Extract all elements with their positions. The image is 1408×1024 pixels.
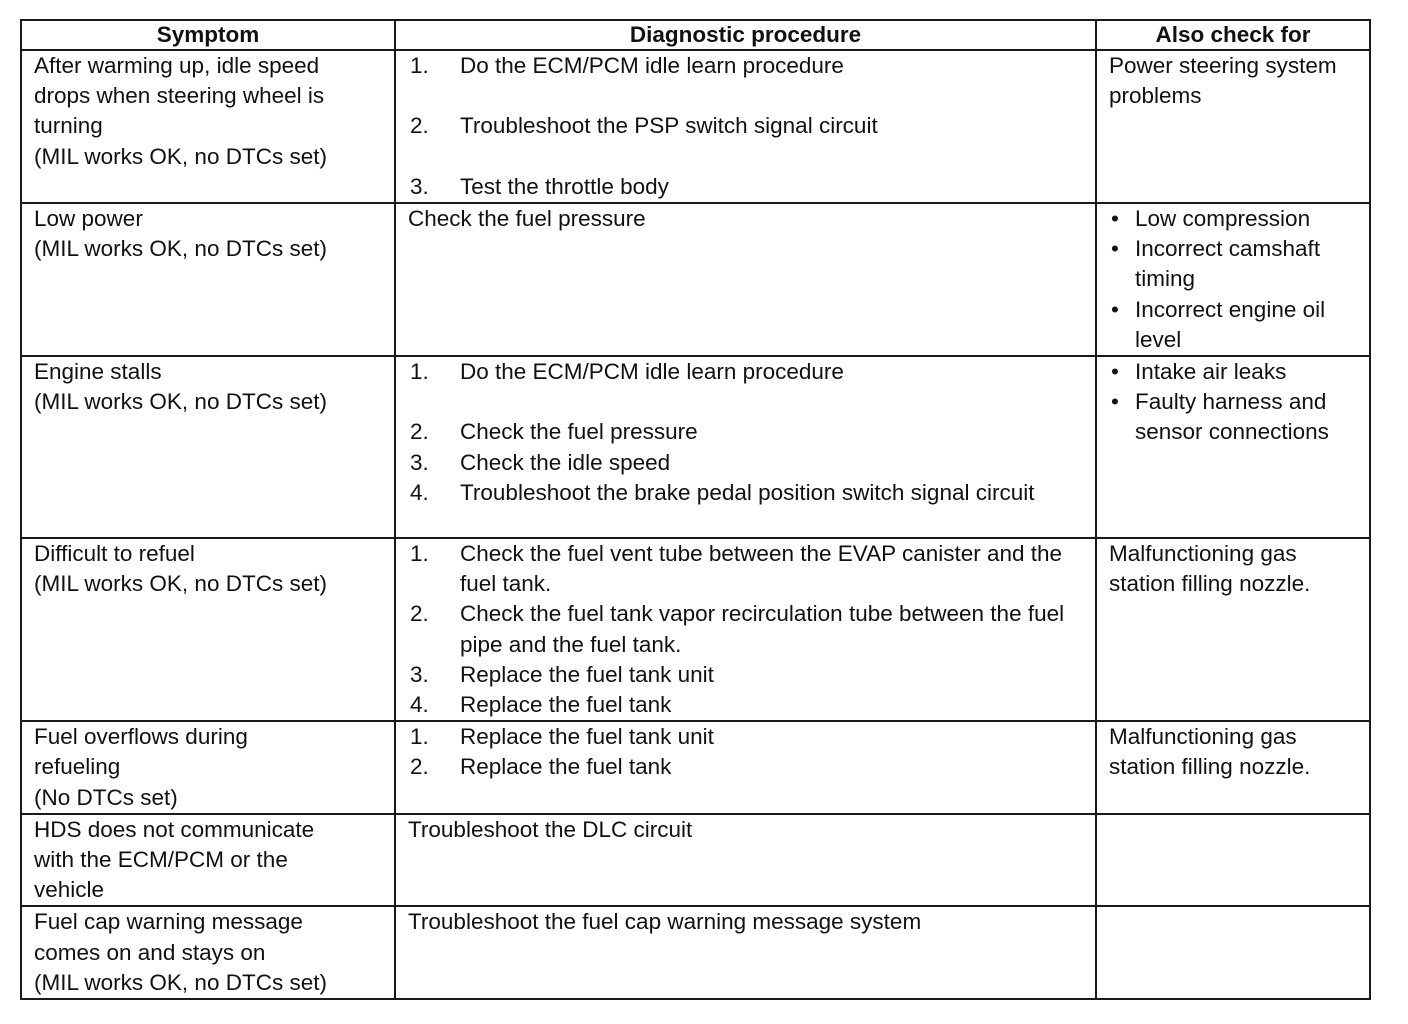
symptom-line: (MIL works OK, no DTCs set)	[34, 571, 327, 597]
symptom-line: vehicle	[34, 877, 105, 903]
step-text: Test the throttle body	[460, 173, 669, 199]
step-text: Check the fuel pressure	[460, 419, 698, 445]
symptom-line: with the ECM/PCM or the	[34, 847, 288, 873]
procedure-cell	[395, 906, 1096, 999]
symptom-cell	[21, 721, 395, 814]
procedure-text: Troubleshoot the fuel cap warning message system	[408, 909, 922, 935]
step-number: 3.	[410, 173, 429, 199]
symptom-line: turning	[34, 113, 103, 139]
symptom-line: Fuel cap warning message	[34, 909, 303, 935]
also-check-text: Malfunctioning gas station filling nozzle.	[1109, 541, 1311, 597]
procedure-step	[408, 51, 1087, 81]
symptom-cell	[21, 906, 395, 999]
also-check-cell	[1096, 203, 1370, 356]
step-text: Troubleshoot the brake pedal position switch signal circuit	[460, 479, 1035, 505]
also-check-item: • Incorrect engine oil level	[1109, 295, 1361, 355]
diagnostic-procedure-column-header: Diagnostic procedure	[395, 20, 1096, 50]
symptom-line: Engine stalls	[34, 359, 162, 384]
procedure-step	[408, 660, 1087, 690]
also-check-list	[1109, 204, 1361, 355]
procedure-step	[408, 722, 1087, 752]
symptom-cell	[21, 814, 395, 907]
step-number: 2.	[410, 419, 429, 445]
step-number: 2.	[410, 601, 429, 627]
symptom-line: (MIL works OK, no DTCs set)	[34, 143, 327, 169]
also-check-cell	[1096, 50, 1370, 203]
symptom-line: (MIL works OK, no DTCs set)	[34, 969, 327, 995]
table-row	[21, 538, 1370, 721]
procedure-cell	[395, 721, 1096, 814]
table-row	[21, 721, 1370, 814]
step-text: Do the ECM/PCM idle learn procedure	[460, 359, 844, 384]
also-check-text: Power steering system problems	[1109, 53, 1337, 109]
symptom-line: (MIL works OK, no DTCs set)	[34, 389, 327, 415]
procedure-steps	[408, 539, 1087, 720]
table-row	[21, 203, 1370, 356]
step-text: Check the idle speed	[460, 449, 671, 475]
table-row	[21, 906, 1370, 999]
symptom-cell	[21, 203, 395, 356]
step-number: 2.	[410, 113, 429, 139]
symptom-line: refueling	[34, 754, 121, 780]
header-row	[21, 20, 1370, 50]
table-row	[21, 814, 1370, 907]
step-number: 1.	[410, 541, 429, 566]
symptom-cell	[21, 538, 395, 721]
procedure-steps	[408, 722, 1087, 782]
symptom-line: (No DTCs set)	[34, 784, 178, 810]
step-text: Check the fuel vent tube between the EVAP canister and the fuel tank.	[460, 541, 1063, 597]
procedure-step	[408, 478, 1087, 508]
symptom-cell	[21, 356, 395, 538]
procedure-step	[408, 357, 1087, 387]
bullet-icon: •	[1111, 205, 1119, 231]
also-check-for-column-header: Also check for	[1096, 20, 1370, 50]
step-number: 1.	[410, 724, 429, 750]
procedure-cell	[395, 814, 1096, 907]
symptom-line: drops when steering wheel is	[34, 83, 325, 109]
procedure-cell	[395, 203, 1096, 356]
symptom-column-header: Symptom	[21, 20, 395, 50]
also-check-cell	[1096, 906, 1370, 999]
also-check-item: • Faulty harness and sensor connections	[1109, 387, 1361, 447]
step-text: Troubleshoot the PSP switch signal circuit	[460, 113, 878, 139]
symptom-line: Difficult to refuel	[34, 541, 195, 566]
symptom-line: After warming up, idle speed	[34, 53, 320, 78]
procedure-text: Check the fuel pressure	[408, 205, 646, 231]
step-text: Replace the fuel tank	[460, 692, 672, 718]
procedure-cell	[395, 356, 1096, 538]
also-check-cell	[1096, 538, 1370, 721]
also-check-cell	[1096, 814, 1370, 907]
symptom-troubleshooting-table	[20, 19, 1371, 1000]
step-number: 3.	[410, 449, 429, 475]
symptom-line: (MIL works OK, no DTCs set)	[34, 236, 327, 262]
step-text: Replace the fuel tank unit	[460, 661, 714, 687]
troubleshooting-sheet	[20, 19, 1371, 1000]
symptom-cell	[21, 50, 395, 203]
step-number: 3.	[410, 661, 429, 687]
procedure-step	[408, 539, 1087, 599]
bullet-icon: •	[1111, 236, 1119, 262]
procedure-step	[408, 172, 1087, 202]
procedure-cell	[395, 538, 1096, 721]
symptom-line: Low power	[34, 205, 143, 231]
procedure-step	[408, 448, 1087, 478]
table-row	[21, 356, 1370, 538]
bullet-icon: •	[1111, 359, 1119, 384]
procedure-step	[408, 752, 1087, 782]
symptom-line: comes on and stays on	[34, 939, 266, 965]
symptom-line: Fuel overflows during	[34, 724, 248, 750]
step-text: Replace the fuel tank unit	[460, 724, 714, 750]
step-number: 4.	[410, 692, 429, 718]
procedure-steps	[408, 51, 1087, 202]
also-check-item: • Low compression	[1109, 204, 1361, 234]
procedure-step	[408, 690, 1087, 720]
also-check-cell	[1096, 356, 1370, 538]
also-check-text: Malfunctioning gas station filling nozzle.	[1109, 724, 1311, 780]
bullet-icon: •	[1111, 389, 1119, 415]
also-check-item: • Incorrect camshaft timing	[1109, 234, 1361, 294]
procedure-steps	[408, 357, 1087, 508]
procedure-text: Troubleshoot the DLC circuit	[408, 816, 693, 842]
step-text: Do the ECM/PCM idle learn procedure	[460, 53, 844, 78]
table-row	[21, 50, 1370, 203]
also-check-item: • Intake air leaks	[1109, 357, 1361, 387]
step-number: 1.	[410, 359, 429, 384]
bullet-icon: •	[1111, 296, 1119, 322]
procedure-cell	[395, 50, 1096, 203]
step-text: Check the fuel tank vapor recirculation tube between the fuel pipe and the fuel tank.	[460, 601, 1065, 657]
symptom-line: HDS does not communicate	[34, 816, 315, 842]
step-number: 2.	[410, 754, 429, 780]
procedure-step	[408, 417, 1087, 447]
step-text: Replace the fuel tank	[460, 754, 672, 780]
step-number: 4.	[410, 479, 429, 505]
procedure-step	[408, 111, 1087, 141]
also-check-cell	[1096, 721, 1370, 814]
step-number: 1.	[410, 53, 429, 78]
also-check-list	[1109, 357, 1361, 448]
procedure-step	[408, 599, 1087, 659]
